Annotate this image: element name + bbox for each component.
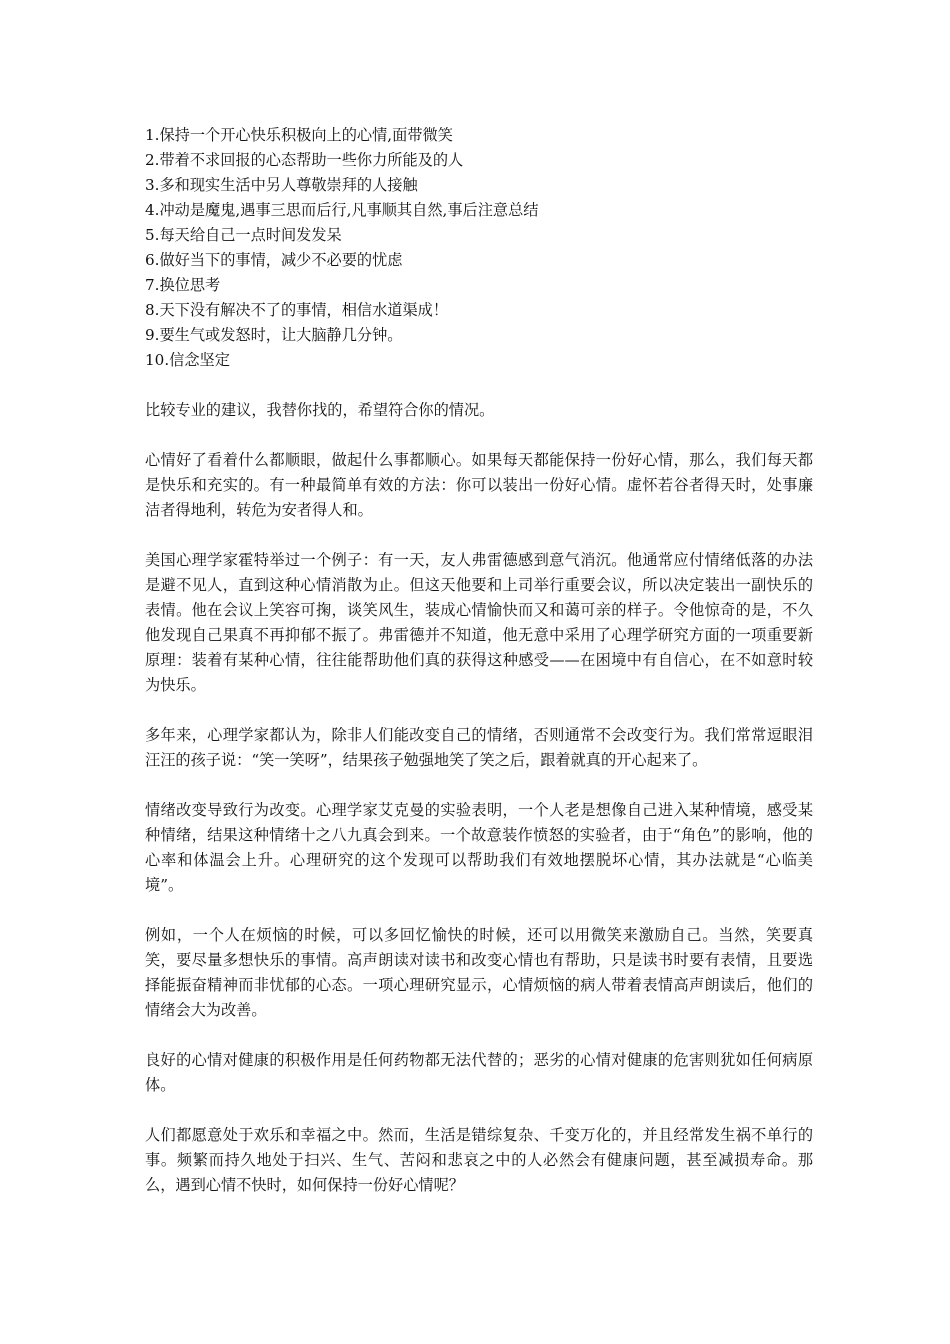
paragraph: 良好的心情对健康的积极作用是任何药物都无法代替的；恶劣的心情对健康的危害则犹如任何病原体。 — [145, 1051, 813, 1094]
list-item: 6.做好当下的事情，减少不必要的忧虑 — [145, 251, 403, 269]
paragraph: 情绪改变导致行为改变。心理学家艾克曼的实验表明，一个人老是想像自己进入某种情境，感受某种情绪，结果这种情绪十之八九真会到来。一个故意装作愤怒的实验者，由于“角色”的影响，他的心率和体温会上升。心理研究的这个发现可以帮助我们有效地摆脱坏心情，其办法就是“心临美境”。 — [145, 801, 813, 894]
paragraph: 心情好了看着什么都顺眼，做起什么事都顺心。如果每天都能保持一份好心情，那么，我们每天都是快乐和充实的。有一种最简单有效的方法：你可以装出一份好心情。虚怀若谷者得天时，处事廉洁者得地利，转危为安者得人和。 — [145, 451, 813, 519]
paragraph: 美国心理学家霍特举过一个例子：有一天，友人弗雷德感到意气消沉。他通常应付情绪低落的办法是避不见人，直到这种心情消散为止。但这天他要和上司举行重要会议，所以决定装出一副快乐的表情。他在会议上笑容可掬，谈笑风生，装成心情愉快而又和蔼可亲的样子。令他惊奇的是，不久他发现自己果真不再抑郁不振了。弗雷德并不知道，他无意中采用了心理学研究方面的一项重要新原理：装着有某种心情，往往能帮助他们真的获得这种感受——在困境中有自信心，在不如意时较为快乐。 — [145, 551, 813, 694]
list-item: 5.每天给自己一点时间发发呆 — [145, 226, 342, 244]
list-item: 7.换位思考 — [145, 276, 221, 294]
list-item: 9.要生气或发怒时，让大脑静几分钟。 — [145, 326, 403, 344]
paragraph: 多年来，心理学家都认为，除非人们能改变自己的情绪，否则通常不会改变行为。我们常常逗眼泪汪汪的孩子说：“笑一笑呀”，结果孩子勉强地笑了笑之后，跟着就真的开心起来了。 — [145, 726, 813, 769]
document-page — [145, 123, 813, 1198]
list-item: 4.冲动是魔鬼,遇事三思而后行,凡事顺其自然,事后注意总结 — [145, 201, 539, 219]
paragraph: 比较专业的建议，我替你找的，希望符合你的情况。 — [145, 401, 495, 419]
tips-list — [145, 123, 813, 373]
list-item: 10.信念坚定 — [145, 351, 230, 369]
list-item: 8.天下没有解决不了的事情，相信水道渠成！ — [145, 301, 449, 319]
list-item: 2.带着不求回报的心态帮助一些你力所能及的人 — [145, 151, 464, 169]
paragraph: 例如，一个人在烦恼的时候，可以多回忆愉快的时候，还可以用微笑来激励自己。当然，笑要真笑，要尽量多想快乐的事情。高声朗读对读书和改变心情也有帮助，只是读书时要有表情，且要选择能振奋精神而非忧郁的心态。一项心理研究显示，心情烦恼的病人带着表情高声朗读后，他们的情绪会大为改善。 — [145, 926, 813, 1019]
list-item: 3.多和现实生活中另人尊敬崇拜的人接触 — [145, 176, 418, 194]
list-item: 1.保持一个开心快乐积极向上的心情,面带微笑 — [145, 126, 453, 144]
paragraph: 人们都愿意处于欢乐和幸福之中。然而，生活是错综复杂、千变万化的，并且经常发生祸不单行的事。频繁而持久地处于扫兴、生气、苦闷和悲哀之中的人必然会有健康问题，甚至减损寿命。那么，遇到心情不快时，如何保持一份好心情呢？ — [145, 1126, 813, 1194]
